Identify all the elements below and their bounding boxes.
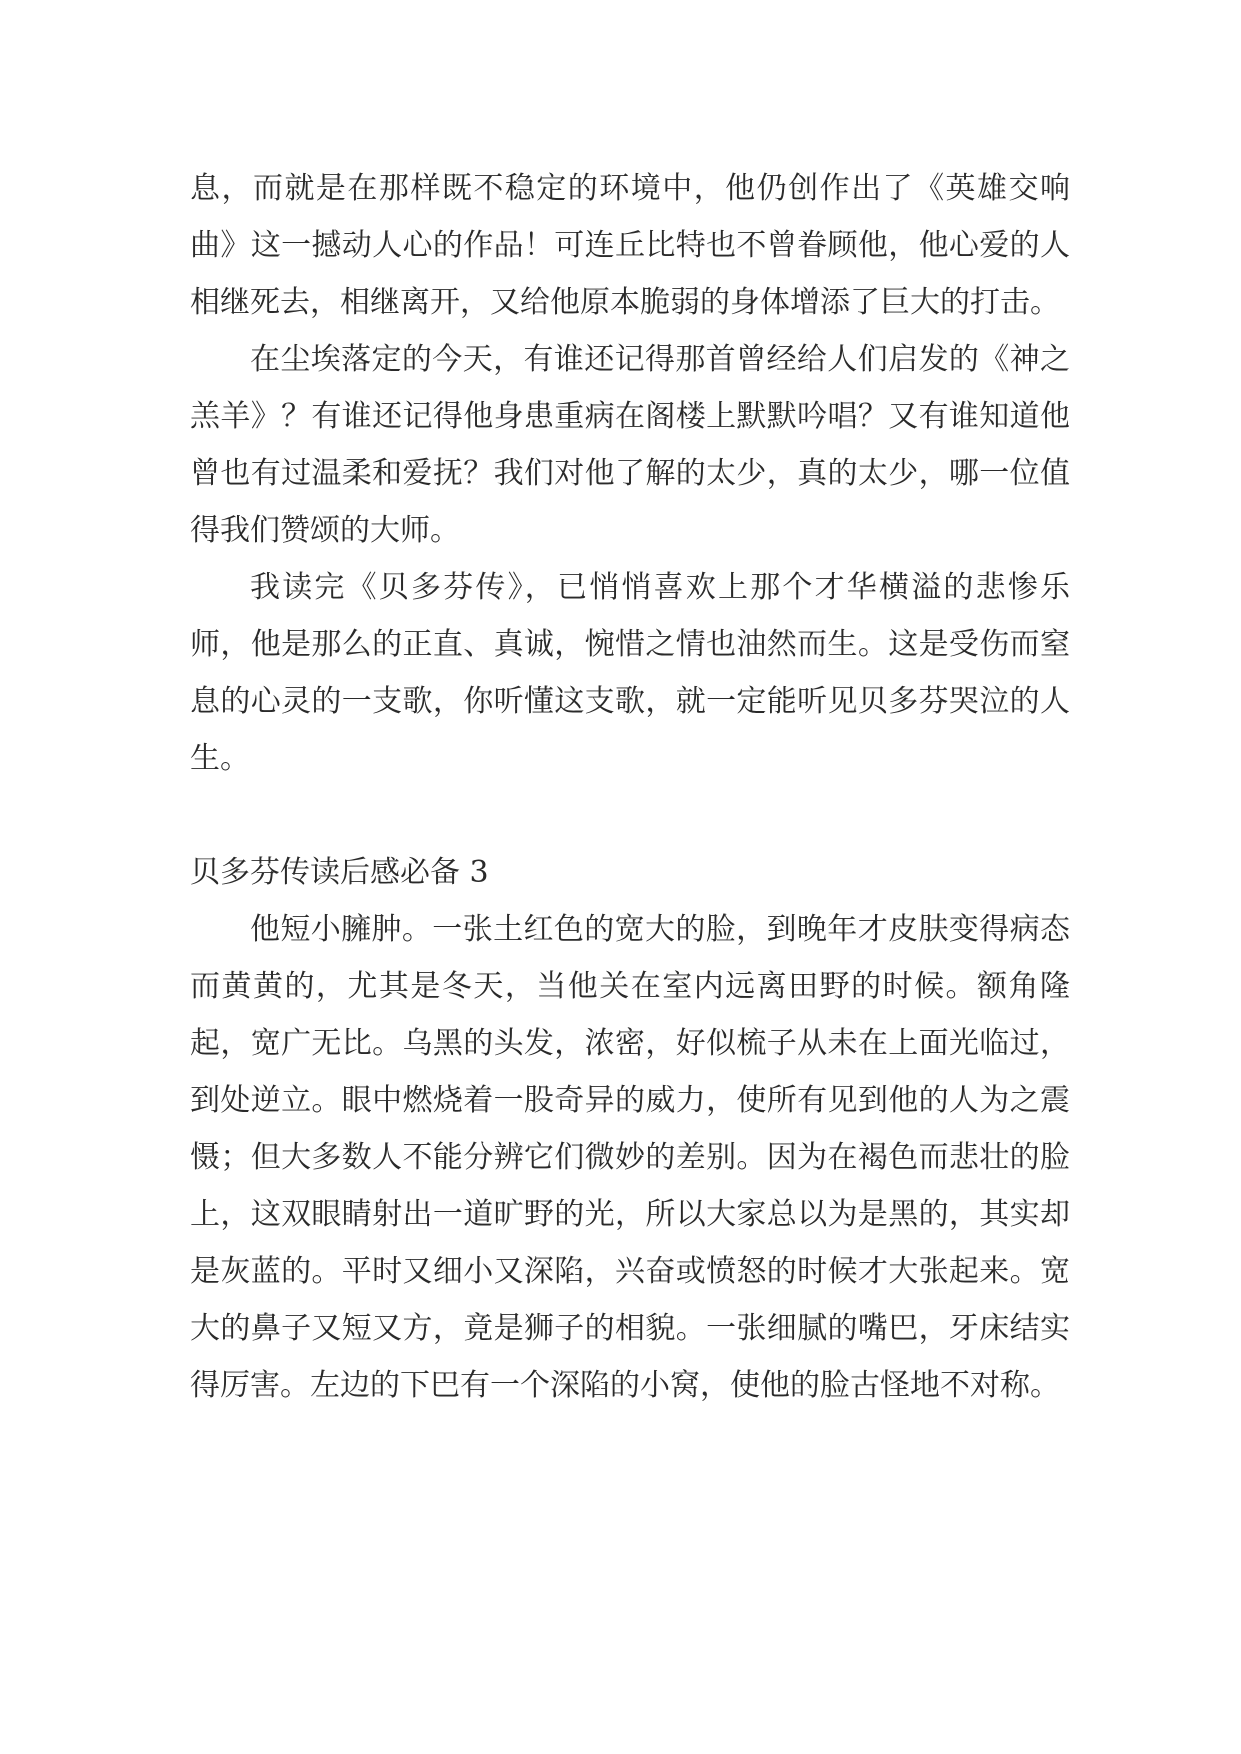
paragraph-reading-reflection: 我读完《贝多芬传》，已悄悄喜欢上那个才华横溢的悲惨乐师，他是那么的正直、真诚，惋惜之情也油然而生。这是受伤而窒息的心灵的一支歌，你听懂这支歌，就一定能听见贝多芬哭泣的人生。 <box>190 570 1070 776</box>
section-heading: 贝多芬传读后感必备 3 <box>190 855 489 890</box>
paragraph-continuation: 息，而就是在那样既不稳定的环境中，他仍创作出了《英雄交响曲》这一撼动人心的作品！可连丘比特也不曾眷顾他，他心爱的人相继死去，相继离开，又给他原本脆弱的身体增添了巨大的打击。 <box>190 171 1070 320</box>
section-spacer <box>190 787 1070 844</box>
paragraph-description: 他短小臃肿。一张土红色的宽大的脸，到晚年才皮肤变得病态而黄黄的，尤其是冬天，当他关在室内远离田野的时候。额角隆起，宽广无比。乌黑的头发，浓密，好似梳子从未在上面光临过，到处逆立。眼中燃烧着一股奇异的威力，使所有见到他的人为之震慑；但大多数人不能分辨它们微妙的差别。因为在褐色而悲壮的脸上，这双眼睛射出一道旷野的光，所以大家总以为是黑的，其实却是灰蓝的。平时又细小又深陷，兴奋或愤怒的时候才大张起来。宽大的鼻子又短又方，竟是狮子的相貌。一张细腻的嘴巴，牙床结实得厉害。左边的下巴有一个深陷的小窝，使他的脸古怪地不对称。 <box>190 912 1070 1403</box>
document-body <box>190 160 1070 1414</box>
paragraph-agnus-dei: 在尘埃落定的今天，有谁还记得那首曾经给人们启发的《神之羔羊》？有谁还记得他身患重病在阁楼上默默吟唱？又有谁知道他曾也有过温柔和爱抚？我们对他了解的太少，真的太少，哪一位值得我们赞颂的大师。 <box>190 342 1070 548</box>
